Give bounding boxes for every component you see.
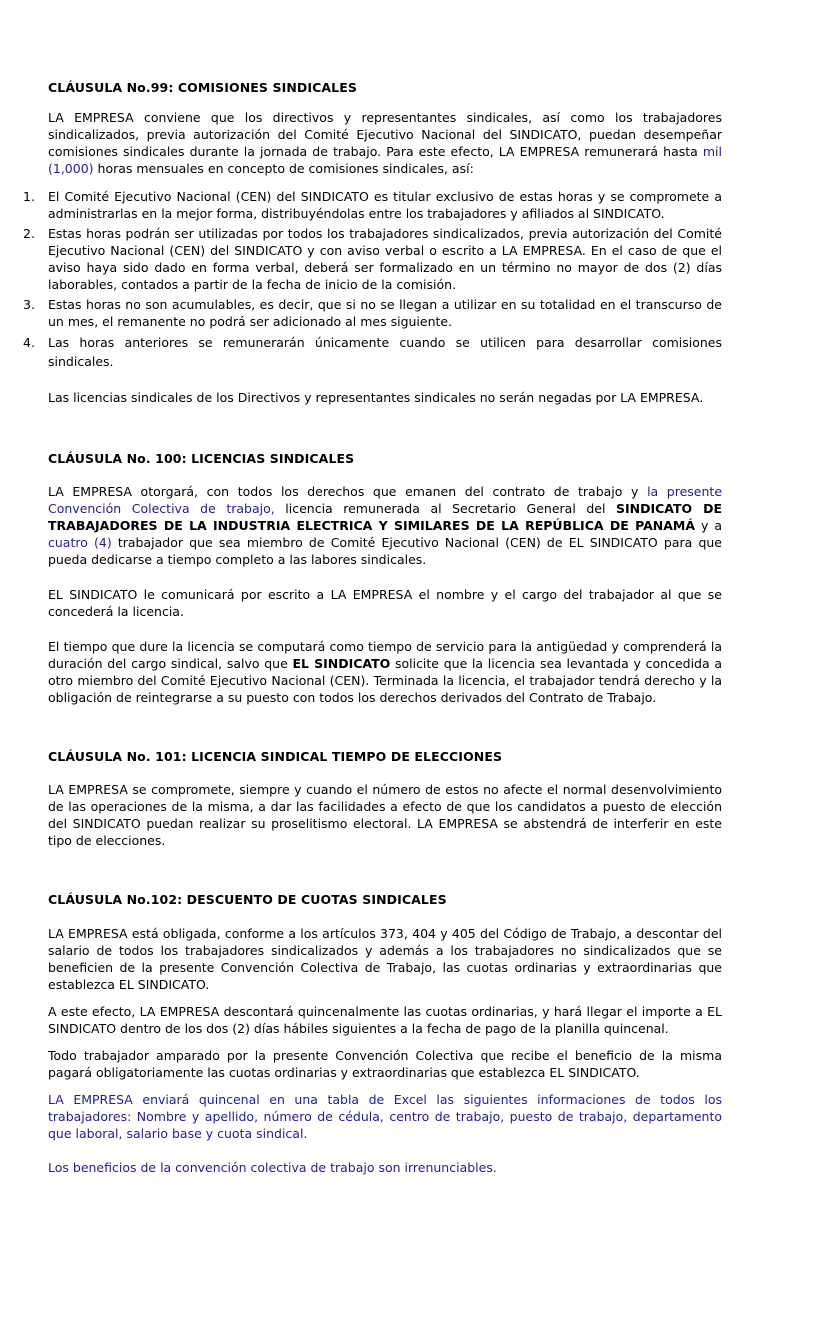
clause-100-p2: EL SINDICATO le comunicará por escrito a LA EMPRESA el nombre y el cargo del trabajador al que se concederá la licencia.: [48, 587, 722, 619]
clause-101-title: CLÁUSULA No. 101: LICENCIA SINDICAL TIEMPO DE ELECCIONES: [48, 749, 503, 764]
list-number: 2.: [23, 226, 35, 241]
clause-102-p2: A este efecto, LA EMPRESA descontará quincenalmente las cuotas ordinarias, y hará llegar el importe a EL SINDICATO dentro de los dos (2) días hábiles siguientes a la fecha de pago de la planilla quincenal.: [48, 1004, 722, 1036]
clause-102-p5: Los beneficios de la convención colectiva de trabajo son irrenunciables.: [48, 1160, 497, 1175]
document-page: [23, 80, 723, 1176]
clause-102-p1: LA EMPRESA está obligada, conforme a los artículos 373, 404 y 405 del Código de Trabajo, a descontar del salario de todos los trabajadores sindicalizados y además a los trabajadores no sindicalizados que se beneficien de la presente Convención Colectiva de Trabajo, las cuotas ordinarias y extraordinarias que establezca EL SINDICATO.: [48, 926, 722, 992]
clause-99-title: CLÁUSULA No.99: COMISIONES SINDICALES: [48, 80, 357, 95]
text-run: El tiempo que dure la licencia se computará como tiempo de servicio para la antigüedad y comprenderá la duración del cargo sindical, salvo que: [48, 639, 722, 671]
clause-99-intro: [48, 109, 722, 177]
list-text: Estas horas podrán ser utilizadas por todos los trabajadores sindicalizados, previa autorización del Comité Ejecutivo Nacional (CEN) del SINDICATO y con aviso verbal o escrito a LA EMPRESA. En el caso de que el aviso haya sido dado en forma verbal, deberá ser formalizado en un término no mayor de dos (2) días laborables, contados a partir de la fecha de inicio de la comisión.: [48, 226, 722, 292]
list-text: Las horas anteriores se remunerarán únicamente cuando se utilicen para desarrollar comisiones sindicales.: [48, 335, 722, 369]
clause-99-closing: Las licencias sindicales de los Directivos y representantes sindicales no serán negadas por LA EMPRESA.: [48, 390, 704, 405]
clause-99-intro-b: horas mensuales en concepto de comisiones sindicales, así:: [93, 161, 474, 176]
list-item: [23, 333, 722, 371]
list-item: [23, 296, 722, 330]
text-run-bold: EL SINDICATO: [292, 656, 391, 671]
text-run: y a: [695, 518, 722, 533]
clause-99-list: [23, 188, 722, 371]
text-run: trabajador que sea miembro de Comité Ejecutivo Nacional (CEN) de EL SINDICATO para que pueda dedicarse a tiempo completo a las labores sindicales.: [48, 535, 722, 567]
text-run-blue: cuatro (4): [48, 535, 112, 550]
clause-99-hours: mil (1,000): [48, 144, 722, 176]
clause-102-title: CLÁUSULA No.102: DESCUENTO DE CUOTAS SINDICALES: [48, 892, 447, 907]
list-text: Estas horas no son acumulables, es decir, que si no se llegan a utilizar en su totalidad en el transcurso de un mes, el remanente no podrá ser adicionado al mes siguiente.: [48, 297, 722, 329]
clause-102-p3: Todo trabajador amparado por la presente Convención Colectiva que recibe el beneficio de la misma pagará obligatoriamente las cuotas ordinarias y extraordinarias que establezca EL SINDICATO.: [48, 1048, 722, 1080]
text-run-blue: la presente Convención Colectiva de trabajo,: [48, 484, 723, 516]
clause-101-p1: LA EMPRESA se compromete, siempre y cuando el número de estos no afecte el normal desenvolvimiento de las operaciones de la misma, a dar las facilidades a efecto de que los candidatos a puesto de elección del SINDICATO puedan realizar su proselitismo electoral. LA EMPRESA se abstendrá de interferir en este tipo de elecciones.: [48, 782, 722, 848]
clause-102-p4: LA EMPRESA enviará quincenal en una tabla de Excel las siguientes informaciones de todos los trabajadores: Nombre y apellido, número de cédula, centro de trabajo, puesto de trabajo, departamento que laboral, salario base y cuota sindical.: [48, 1092, 722, 1141]
clause-100-p3: [48, 638, 722, 706]
list-number: 3.: [23, 297, 35, 312]
list-item: [23, 188, 722, 222]
list-number: 1.: [23, 189, 35, 204]
list-number: 4.: [23, 335, 35, 350]
clause-99-intro-a: LA EMPRESA conviene que los directivos y representantes sindicales, así como los trabajadores sindicalizados, previa autorización del Comité Ejecutivo Nacional del SINDICATO, puedan desempeñar comisiones sindicales durante la jornada de trabajo. Para este efecto, LA EMPRESA remunerará hasta: [48, 110, 722, 159]
union-name: SINDICATO DE TRABAJADORES DE LA INDUSTRIA ELECTRICA Y SIMILARES DE LA REPÚBLICA DE PANAMÁ: [48, 501, 722, 533]
list-item: [23, 225, 722, 293]
text-run: solicite que la licencia sea levantada y concedida a otro miembro del Comité Ejecutivo Nacional (CEN). Terminada la licencia, el trabajador tendrá derecho y la obligación de reintegrarse a su puesto con todos los derechos derivados del Contrato de Trabajo.: [48, 656, 722, 705]
clause-100-title: CLÁUSULA No. 100: LICENCIAS SINDICALES: [48, 451, 355, 466]
text-run: LA EMPRESA otorgará, con todos los derechos que emanen del contrato de trabajo y: [48, 484, 648, 499]
list-text: El Comité Ejecutivo Nacional (CEN) del SINDICATO es titular exclusivo de estas horas y se compromete a administrarlas en la mejor forma, distribuyéndolas entre los trabajadores y afiliados al SINDICATO.: [48, 189, 722, 221]
text-run: licencia remunerada al Secretario General del: [274, 501, 616, 516]
clause-100-p1: [48, 483, 722, 568]
